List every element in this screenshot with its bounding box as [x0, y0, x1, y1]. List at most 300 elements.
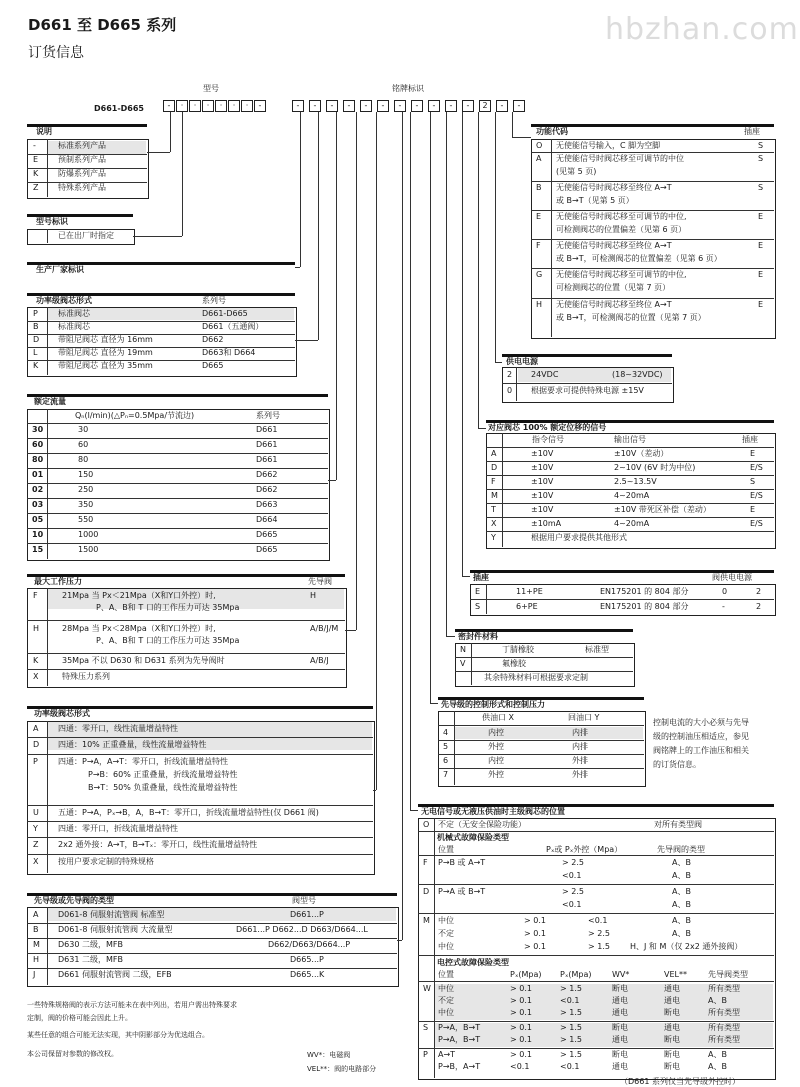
safe-mech-p2: > 1.5	[588, 942, 610, 951]
signal-socket: E	[750, 505, 756, 514]
signal-code: T	[491, 505, 496, 514]
version-code: E	[33, 155, 39, 164]
col-divider	[47, 588, 48, 686]
spool-type-code: P	[33, 757, 38, 766]
leader-line	[356, 112, 357, 630]
spool-type-code: A	[33, 724, 39, 733]
row-divider	[486, 489, 774, 490]
pilot-model: D661...P D662...D D663/D664...L	[236, 925, 368, 934]
safe-elec-title: 电控式故障保险类型	[437, 958, 509, 967]
safe-elec-cell: 通电	[612, 996, 628, 1005]
leader-line	[376, 112, 377, 790]
flow-series: D664	[256, 515, 278, 524]
pilot-ctrl-col: 供油口 X	[482, 713, 515, 722]
safe-mech-code: D	[423, 887, 430, 896]
safe-elec-cell: P→A，B→T	[438, 1035, 481, 1044]
safe-elec-cell: <0.1	[510, 1062, 530, 1071]
row-divider	[438, 768, 644, 769]
row-divider	[418, 855, 774, 856]
pilot-ctrl-x: 内控	[488, 756, 504, 765]
signal-code: X	[491, 519, 497, 528]
func-socket: S	[758, 183, 764, 192]
nameplate-code-cell: -	[411, 100, 423, 112]
seal-desc: 其余特殊材料可根据要求定制	[484, 673, 588, 682]
flow-code: 02	[32, 485, 44, 494]
spool-desc: 带阻尼阀芯 直径为 16mm	[58, 335, 153, 344]
spool-type-code: Z	[33, 840, 39, 849]
model-code-cell: -	[163, 100, 175, 112]
row-divider	[418, 913, 774, 914]
safe-elec-cell: > 1.5	[560, 1050, 582, 1059]
safe-elec-cell: <0.1	[560, 996, 580, 1005]
nameplate-code-cell: -	[445, 100, 457, 112]
row-divider	[27, 805, 373, 806]
row-divider	[531, 298, 774, 299]
flow-value: 30	[78, 425, 89, 434]
row-divider	[27, 468, 328, 469]
func-socket: E	[758, 270, 764, 279]
nameplate-code-cell: -	[428, 100, 440, 112]
col-divider	[47, 409, 48, 559]
leader-line	[373, 790, 376, 791]
safe-elec-cell: > 0.1	[510, 996, 532, 1005]
pilot-col: 阀型号	[292, 896, 316, 905]
seal-code: N	[460, 645, 466, 654]
func-desc: 或 B→T，可检测阀芯的位置偏差（见第 6 页）	[556, 254, 722, 263]
watermark: hbzhan.com	[605, 12, 799, 47]
leader-line	[446, 636, 455, 637]
spool-type-desc: B→T：50% 负重叠量，线性流量增益特性	[88, 783, 238, 792]
connector-v0: 0	[722, 587, 728, 596]
model-label: 型号	[203, 84, 219, 93]
safe-mech-pilot: A、B	[672, 858, 691, 867]
row-divider	[486, 447, 774, 448]
connector-v0: -	[722, 602, 725, 611]
row-divider	[27, 438, 328, 439]
flow-code: 30	[32, 425, 44, 434]
signal-socket: E	[750, 449, 756, 458]
safe-mech-p: <0.1	[562, 871, 582, 880]
row-divider	[27, 620, 345, 621]
func-title: 功能代码	[536, 127, 568, 136]
pressure-desc: 35Mpa 不以 D630 和 D631 系列为先导阀时	[62, 656, 225, 665]
pressure-desc: 特殊压力系列	[62, 672, 110, 681]
leader-line	[182, 112, 183, 236]
safe-mech-pilot: H、J 和 M（仅 2x2 通外接阀）	[630, 942, 743, 951]
safe-elec-cell: > 0.1	[510, 1035, 532, 1044]
spool-type-desc: 五通：P→A，Pₓ→B，A，B→T：零开口，折线流量增益特性(仅 D661 阀)	[58, 808, 319, 817]
pilot-ctrl-code: 6	[443, 756, 449, 765]
pilot-desc: D061-8 伺服射流管阀 大流量型	[58, 925, 173, 934]
note-text: 一些特殊规格阀的表示方法可能未在表中列出，若用户需出特殊要求	[27, 1001, 237, 1009]
safe-elec-cell: A、B	[708, 1062, 727, 1071]
safe-mech-p1: > 0.1	[524, 916, 546, 925]
flow-series: D662	[256, 485, 278, 494]
safe-elec-cell: 断电	[612, 1023, 628, 1032]
safe-elec-cell: > 1.5	[560, 1008, 582, 1017]
safe-elec-code: P	[423, 1050, 428, 1059]
safe-elec-cell: 所有类型	[708, 1023, 740, 1032]
safe-elec-cell: <0.1	[560, 1062, 580, 1071]
row-divider	[27, 938, 397, 939]
spool-type-code: X	[33, 857, 39, 866]
connector-v2: 2	[756, 602, 762, 611]
safe-mech-pilot: A、B	[672, 929, 691, 938]
signal-cmd: ±10V	[531, 449, 554, 458]
pressure-desc: P、A、B和 T 口的工作压力可达 35Mpa	[96, 636, 240, 645]
nameplate-code-cell: -	[462, 100, 474, 112]
spool-type-desc: 四通：10% 正重叠量，线性流量增益特性	[58, 740, 207, 749]
leader-line	[402, 112, 403, 940]
row-divider	[418, 955, 774, 956]
func-desc: 或 B→T（见第 5 页）	[556, 196, 634, 205]
pilot-ctrl-y: 内排	[572, 728, 588, 737]
row-divider	[27, 754, 373, 755]
signal-code: D	[491, 463, 498, 472]
row-divider	[531, 210, 774, 211]
func-desc: 无使能信号输入，C 脚为空脚	[556, 141, 661, 150]
flow-value: 150	[78, 470, 94, 479]
leader-line	[300, 112, 301, 267]
spool-code: L	[33, 348, 38, 357]
nameplate-code-cell: -	[377, 100, 389, 112]
leader-line	[495, 112, 496, 362]
spool-type-code: U	[33, 808, 39, 817]
leader-line	[430, 703, 438, 704]
safe-elec-cell: > 0.1	[510, 1008, 532, 1017]
row-divider	[486, 475, 774, 476]
signal-cmd: ±10V	[531, 505, 554, 514]
leader-line	[318, 112, 319, 340]
safe-elec-cell: 通电	[664, 984, 680, 993]
safe-elec-cell: P→A，B→T	[438, 1023, 481, 1032]
func-desc: 无使能信号时阀芯移至可调节的中位	[556, 154, 684, 163]
safe-mech-pilot: A、B	[672, 916, 691, 925]
row-divider	[486, 503, 774, 504]
pilot-model: D665...K	[290, 970, 325, 979]
pressure-pilot: A/B/J	[310, 656, 329, 665]
nameplate-code-cell: -	[394, 100, 406, 112]
safe-mech-title: 机械式故障保险类型	[437, 833, 509, 842]
safe-elec-code: S	[423, 1023, 429, 1032]
spool-title: 功率级阀芯形式	[36, 296, 92, 305]
safe-ecol: Pₓ(Mpa)	[510, 970, 542, 979]
pilot-ctrl-note: 级的控制油压相适应，参见	[653, 732, 749, 741]
spool-code: B	[33, 322, 39, 331]
leader-line	[495, 362, 502, 363]
func-code: H	[536, 300, 543, 309]
pilot-ctrl-code: 4	[443, 728, 449, 737]
safe-mech-p: > 2.5	[562, 887, 584, 896]
safe-elec-code: W	[423, 984, 431, 993]
pressure-code: H	[33, 624, 40, 633]
version-label: 预制系列产品	[58, 155, 106, 164]
leader-line	[512, 137, 531, 138]
row-divider	[27, 498, 328, 499]
safe-elec-cell: > 0.1	[510, 1050, 532, 1059]
pilot-desc: D661 伺服射流管阀 二级，EFB	[58, 970, 172, 979]
row-divider	[486, 531, 774, 532]
row-divider	[27, 968, 397, 969]
row-divider	[27, 513, 328, 514]
safe-elec-cell: 中位	[438, 1008, 454, 1017]
spool-type-desc: 按用户要求定制的特殊规格	[58, 857, 154, 866]
pilot-ctrl-shade	[455, 727, 643, 739]
row-divider	[27, 483, 328, 484]
flow-value: 1500	[78, 545, 99, 554]
nameplate-code-cell: -	[309, 100, 321, 112]
flow-series: D662	[256, 470, 278, 479]
safe-mech-p: > 2.5	[562, 858, 584, 867]
leader-line	[170, 112, 171, 152]
safe-mech-pilot: A、B	[672, 887, 691, 896]
safe-mcol: Pₓ或 Pₓ外控（Mpa）	[546, 845, 623, 854]
func-socket: S	[758, 154, 764, 163]
nameplate-code-cell: -	[292, 100, 304, 112]
signal-out: 4~20mA	[614, 491, 650, 500]
row-divider	[531, 268, 774, 269]
signal-title: 对应阀芯 100% 额定位移的信号	[488, 423, 607, 432]
col-divider	[47, 721, 48, 873]
pilot-ctrl-col: 回油口 Y	[568, 713, 600, 722]
model-code-cell: ·	[228, 100, 240, 112]
flow-value: 80	[78, 455, 89, 464]
nameplate-code-cell: 2	[479, 100, 491, 112]
row-divider	[27, 423, 328, 424]
nameplate-code-cell: -	[496, 100, 508, 112]
func-code: A	[536, 154, 542, 163]
note-text: 本公司保留对参数的修改权。	[27, 1050, 118, 1058]
safe-elec-cell: A→T	[438, 1050, 456, 1059]
model-code-cell: ·	[215, 100, 227, 112]
version-label: 特殊系列产品	[58, 183, 106, 192]
spool-type-code: Y	[33, 824, 38, 833]
safe-elec-cell: > 0.1	[510, 984, 532, 993]
safe-elec-cell: 通电	[612, 1008, 628, 1017]
flow-value: 550	[78, 515, 94, 524]
flow-series: D663	[256, 500, 278, 509]
safe-none-all: 对所有类型阀	[654, 820, 702, 829]
flow-series: D661	[256, 425, 278, 434]
signal-code: Y	[491, 533, 496, 542]
row-divider	[27, 543, 328, 544]
col-divider	[471, 643, 472, 685]
connector-std: EN175201 的 804 部分	[600, 587, 689, 596]
safe-elec-cell: 中位	[438, 984, 454, 993]
spool-code: D	[33, 335, 40, 344]
spool-type-desc: 四通：零开口，线性流量增益特性	[58, 724, 178, 733]
pilot-ctrl-x: 外控	[488, 742, 504, 751]
pilot-desc: D631 二级，MFB	[58, 955, 123, 964]
signal-socket: E/S	[750, 463, 763, 472]
pilot-ctrl-y: 外排	[572, 770, 588, 779]
spool-desc: 带阻尼阀芯 直径为 35mm	[58, 361, 153, 370]
leader-line	[512, 112, 513, 137]
flow-series: D665	[256, 545, 278, 554]
power-title: 供电电源	[506, 357, 538, 366]
leader-line	[133, 236, 182, 237]
leader-line	[397, 940, 402, 941]
leader-line	[478, 112, 479, 428]
version-label: 标准系列产品	[58, 141, 106, 150]
flow-value: 60	[78, 440, 89, 449]
pilot-code: A	[33, 910, 39, 919]
signal-out: ±10V（差动）	[614, 449, 669, 458]
row-divider	[27, 653, 345, 654]
spool-type-desc: 四通：P→A，A→T：零开口，折线流量增益特性	[58, 757, 229, 766]
func-desc: 无使能信号时阀芯移至终位 A→T	[556, 183, 672, 192]
leader-line	[446, 112, 447, 636]
safe-elec-cell: > 1.5	[560, 1023, 582, 1032]
safe-elec-cell: 通电	[664, 996, 680, 1005]
pressure-pilot: A/B/J/M	[310, 624, 339, 633]
pilot-ctrl-code: 7	[443, 770, 449, 779]
nameplate-label: 铭牌标识	[392, 84, 424, 93]
signal-cmd: ±10mA	[531, 519, 562, 528]
safe-elec-cell: 断电	[664, 1050, 680, 1059]
col-divider	[47, 307, 48, 375]
flow-value: 350	[78, 500, 94, 509]
pressure-code: X	[33, 672, 39, 681]
safe-ecol: 位置	[438, 970, 454, 979]
safe-mech-pilot: A、B	[672, 900, 691, 909]
safe-elec-cell: > 1.5	[560, 1035, 582, 1044]
flow-col2: 系列号	[256, 411, 280, 420]
spool-desc: 带阻尼阀芯 直径为 19mm	[58, 348, 153, 357]
flow-code: 80	[32, 455, 44, 464]
signal-socket: E/S	[750, 491, 763, 500]
version-code: K	[33, 169, 39, 178]
seal-code: V	[460, 659, 466, 668]
leader-line	[478, 428, 486, 429]
pilot-ctrl-x: 内控	[488, 728, 504, 737]
func-code: G	[536, 270, 543, 279]
safe-elec-cell: 不定	[438, 996, 454, 1005]
flow-code: 10	[32, 530, 44, 539]
spool-series: D661-D665	[202, 309, 248, 318]
safe-ecol: 先导阀类型	[708, 970, 748, 979]
safe-elec-cell: P→B，A→T	[438, 1062, 481, 1071]
safe-mech-code: F	[423, 858, 428, 867]
signal-code: F	[491, 477, 496, 486]
safe-elec-cell: 断电	[664, 1062, 680, 1071]
row-divider	[418, 1021, 774, 1022]
safe-ecol: WV*	[612, 970, 630, 979]
col-divider	[47, 229, 48, 243]
flow-table	[27, 409, 330, 561]
spool-series: D661（五通阀）	[202, 322, 264, 331]
model-code-cell: ·	[189, 100, 201, 112]
safe-mech-pos: 不定	[438, 929, 454, 938]
safe-mech-pos: 中位	[438, 942, 454, 951]
row-divider	[27, 923, 397, 924]
note-text: 定制，阀的价格可能会因此上升。	[27, 1014, 132, 1022]
safe-ecol: VEL**	[664, 970, 687, 979]
signal-code: M	[491, 491, 498, 500]
safe-mcol: 先导阀的类型	[657, 845, 705, 854]
pilot-ctrl-y: 外排	[572, 756, 588, 765]
func-desc: 无使能信号时阀芯移至终位 A→T	[556, 241, 672, 250]
pilot-ctrl-code: 5	[443, 742, 449, 751]
leader-line	[336, 112, 337, 480]
row-divider	[27, 821, 373, 822]
safe-elec-cell: 断电	[612, 984, 628, 993]
safe-mech-pos: P→B 或 A→T	[438, 858, 486, 867]
safe-elec-cell: 所有类型	[708, 1008, 740, 1017]
model-code-cell: ·	[176, 100, 188, 112]
pressure-code: K	[33, 656, 39, 665]
signal-col: 插座	[742, 435, 758, 444]
func-desc: 无使能信号时阀芯移至终位 A→T	[556, 300, 672, 309]
pilot-ctrl-title: 先导级的控制形式和控制压力	[441, 700, 545, 709]
row-divider	[486, 461, 774, 462]
leader-line	[410, 810, 418, 811]
row-divider	[27, 669, 345, 670]
leader-line	[295, 340, 318, 341]
safe-mech-pos: P→A 或 B→T	[438, 887, 486, 896]
signal-out: 2~10V (6V 时为中位)	[614, 463, 696, 472]
safe-mech-code: M	[423, 916, 430, 925]
pilot-ctrl-x: 外控	[488, 770, 504, 779]
flow-col1: Qₙ(l/min)(△Pₙ=0.5Mpa/节流边)	[75, 411, 195, 420]
model-id-row: 已在出厂时指定	[58, 231, 114, 240]
col-divider	[47, 907, 48, 985]
func-desc: 可检测阀芯的位置（见第 7 页）	[556, 283, 671, 292]
factory-title: 生产厂家标识	[36, 265, 84, 274]
safe-none-code: O	[423, 820, 430, 829]
signal-code: A	[491, 449, 497, 458]
pilot-desc: D061-8 伺服射流管阀 标准型	[58, 910, 165, 919]
pilot-code: B	[33, 925, 39, 934]
row-divider	[455, 657, 633, 658]
pilot-ctrl-note: 的订货信息。	[653, 760, 701, 769]
row-divider	[27, 837, 373, 838]
row-divider	[531, 239, 774, 240]
func-desc: 可检测阀芯的位置偏差（见第 6 页）	[556, 225, 687, 234]
spool-desc: 标准阀芯	[58, 309, 90, 318]
nameplate-code-cell: -	[343, 100, 355, 112]
pressure-col: 先导阀	[308, 577, 332, 586]
connector-v2: 2	[756, 587, 762, 596]
flow-code: 05	[32, 515, 44, 524]
pilot-code: H	[33, 955, 40, 964]
spool-series: D665	[202, 361, 224, 370]
nameplate-code-cell: -	[360, 100, 372, 112]
safe-elec-cell: 通电	[612, 1035, 628, 1044]
row-divider	[531, 181, 774, 182]
row-divider	[486, 517, 774, 518]
row-divider	[27, 953, 397, 954]
flow-value: 1000	[78, 530, 99, 539]
flow-series: D661	[256, 440, 278, 449]
signal-socket: S	[750, 477, 756, 486]
flow-code: 60	[32, 440, 44, 449]
spool-type-desc: 2x2 通外接：A→T，B→Tₓ：零开口，线性流量增益特性	[58, 840, 258, 849]
pressure-desc: 28Mpa 当 Px＜28Mpa（X和Y口外控）时,	[62, 624, 216, 633]
safe-mech-p2: <0.1	[588, 916, 608, 925]
safe-elec-cell: A、B	[708, 996, 727, 1005]
connector-code: S	[475, 602, 481, 611]
leader-line	[295, 267, 300, 268]
flow-title: 额定流量	[34, 397, 66, 406]
func-desc: 无使能信号时阀芯移至可调节的中位,	[556, 270, 687, 279]
seal-title: 密封件材料	[458, 632, 498, 641]
row-divider	[27, 854, 373, 855]
flow-code: 01	[32, 470, 44, 479]
page-title: D661 至 D665 系列	[28, 16, 177, 34]
func-code: O	[536, 141, 543, 150]
row-divider	[418, 884, 774, 885]
